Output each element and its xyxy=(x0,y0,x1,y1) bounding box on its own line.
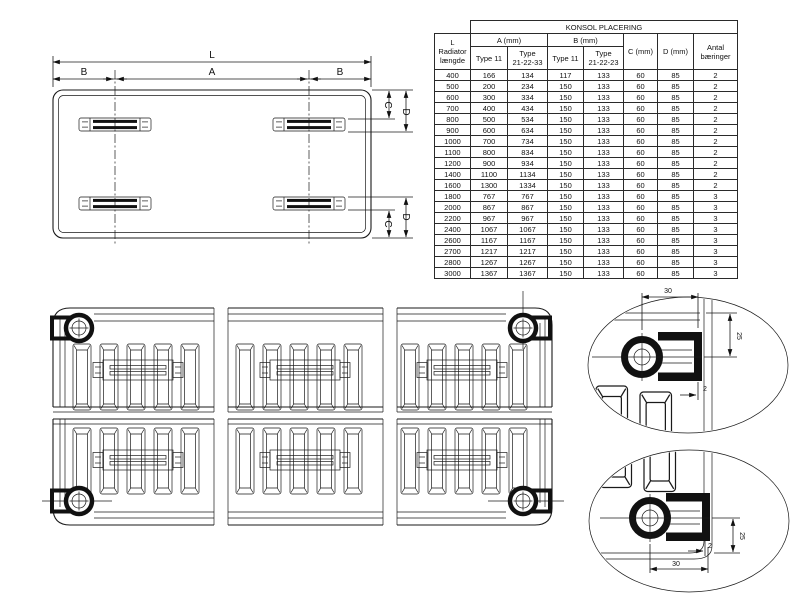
table-row xyxy=(435,257,738,268)
table-cell: 150 xyxy=(548,191,584,202)
table-row xyxy=(435,235,738,246)
table-cell: 85 xyxy=(658,202,694,213)
table-cell: 150 xyxy=(548,147,584,158)
table-cell: 166 xyxy=(471,70,508,81)
table-cell: 767 xyxy=(471,191,508,202)
table-cell: 85 xyxy=(658,81,694,92)
table-cell: 500 xyxy=(471,114,508,125)
table-cell: 3 xyxy=(694,257,738,268)
table-cell: 60 xyxy=(624,202,658,213)
col-header-length-line1: L xyxy=(450,38,455,47)
table-cell: 60 xyxy=(624,136,658,147)
table-corner-blank xyxy=(435,21,471,34)
table-cell: 133 xyxy=(584,70,624,81)
table-cell: 60 xyxy=(624,103,658,114)
table-row xyxy=(435,136,738,147)
table-cell: 133 xyxy=(584,92,624,103)
radiator-rear-panels xyxy=(42,291,564,525)
table-cell: 2 xyxy=(694,136,738,147)
table-cell: 2 xyxy=(694,103,738,114)
mounting-bracket xyxy=(260,360,350,380)
pipe-connection-boss xyxy=(52,315,92,341)
mounting-bracket xyxy=(93,360,183,380)
table-cell: 150 xyxy=(548,92,584,103)
dim-label-2-bottom: 2 xyxy=(708,543,712,550)
table-cell: 2 xyxy=(694,169,738,180)
table-cell: 867 xyxy=(508,202,548,213)
table-cell: 534 xyxy=(508,114,548,125)
subcol-a-type21 xyxy=(508,47,548,70)
table-cell: 1100 xyxy=(471,169,508,180)
table-cell: 3 xyxy=(694,224,738,235)
table-cell: 133 xyxy=(584,257,624,268)
table-cell: 150 xyxy=(548,246,584,257)
table-row xyxy=(435,114,738,125)
table-cell: 2200 xyxy=(435,213,471,224)
table-cell: 133 xyxy=(584,246,624,257)
table-cell: 2 xyxy=(694,70,738,81)
table-cell: 834 xyxy=(508,147,548,158)
table-cell: 85 xyxy=(658,268,694,279)
table-cell: 150 xyxy=(548,202,584,213)
table-cell: 150 xyxy=(548,268,584,279)
table-cell: 600 xyxy=(435,92,471,103)
table-cell: 934 xyxy=(508,158,548,169)
table-cell: 400 xyxy=(435,70,471,81)
table-cell: 600 xyxy=(471,125,508,136)
dim-label-l: L xyxy=(209,50,215,61)
table-cell: 60 xyxy=(624,268,658,279)
table-cell: 60 xyxy=(624,224,658,235)
dim-label-c-top: C xyxy=(382,101,393,109)
table-cell: 334 xyxy=(508,92,548,103)
table-cell: 150 xyxy=(548,158,584,169)
table-cell: 85 xyxy=(658,235,694,246)
mounting-bracket xyxy=(417,450,507,470)
table-cell: 150 xyxy=(548,257,584,268)
dim-label-b-right: B xyxy=(336,67,344,78)
table-cell: 734 xyxy=(508,136,548,147)
table-cell: 60 xyxy=(624,125,658,136)
table-cell: 3 xyxy=(694,235,738,246)
radiator-plan-view xyxy=(53,50,413,246)
dim-label-b-left: B xyxy=(80,67,88,78)
table-cell: 60 xyxy=(624,114,658,125)
table-cell: 85 xyxy=(658,180,694,191)
subcol-a-type11: Type 11 xyxy=(471,47,508,70)
rear-panel-middle xyxy=(228,308,383,525)
table-cell: 1267 xyxy=(508,257,548,268)
table-cell: 150 xyxy=(548,136,584,147)
table-cell: 1000 xyxy=(435,136,471,147)
table-cell: 85 xyxy=(658,213,694,224)
table-cell: 3000 xyxy=(435,268,471,279)
table-cell: 234 xyxy=(508,81,548,92)
table-cell: 150 xyxy=(548,125,584,136)
table-cell: 2 xyxy=(694,180,738,191)
table-cell: 85 xyxy=(658,158,694,169)
table-row xyxy=(435,158,738,169)
table-cell: 60 xyxy=(624,70,658,81)
dim-label-c-bottom: C xyxy=(382,220,393,228)
table-cell: 133 xyxy=(584,147,624,158)
col-header-length-line2: Radiator xyxy=(438,47,467,56)
dim-label-30-top: 30 xyxy=(664,288,672,295)
table-cell: 85 xyxy=(658,147,694,158)
table-cell: 60 xyxy=(624,213,658,224)
table-cell: 85 xyxy=(658,103,694,114)
table-row xyxy=(435,169,738,180)
table-cell: 60 xyxy=(624,191,658,202)
table-cell: 1600 xyxy=(435,180,471,191)
table-cell: 700 xyxy=(471,136,508,147)
table-cell: 967 xyxy=(471,213,508,224)
table-cell: 60 xyxy=(624,81,658,92)
table-cell: 900 xyxy=(471,158,508,169)
table-cell: 400 xyxy=(471,103,508,114)
table-row xyxy=(435,268,738,279)
rear-panel-right xyxy=(397,291,564,525)
table-cell: 800 xyxy=(471,147,508,158)
table-cell: 150 xyxy=(548,213,584,224)
dim-label-2-top: 2 xyxy=(703,386,707,393)
table-body xyxy=(435,70,738,279)
table-cell: 85 xyxy=(658,191,694,202)
subcol-b-type21 xyxy=(584,47,624,70)
rear-panel-left xyxy=(42,308,214,525)
table-cell: 60 xyxy=(624,180,658,191)
col-header-length-line3: længde xyxy=(439,56,466,65)
col-header-antal-line1: Antal xyxy=(706,42,725,52)
table-cell: 1134 xyxy=(508,169,548,180)
table-cell: 500 xyxy=(435,81,471,92)
detail-view-top xyxy=(588,288,788,508)
table-cell: 767 xyxy=(508,191,548,202)
table-cell: 1400 xyxy=(435,169,471,180)
table-cell: 2 xyxy=(694,81,738,92)
table-row xyxy=(435,92,738,103)
mounting-bracket xyxy=(417,360,507,380)
table-cell: 60 xyxy=(624,92,658,103)
table-cell: 2700 xyxy=(435,246,471,257)
col-header-b: B (mm) xyxy=(548,34,624,47)
col-header-a: A (mm) xyxy=(471,34,548,47)
table-row xyxy=(435,246,738,257)
table-cell: 1300 xyxy=(471,180,508,191)
table-cell: 85 xyxy=(658,70,694,81)
table-cell: 700 xyxy=(435,103,471,114)
dim-label-25-top: 25 xyxy=(735,332,742,340)
table-cell: 1200 xyxy=(435,158,471,169)
table-cell: 2600 xyxy=(435,235,471,246)
table-cell: 133 xyxy=(584,224,624,235)
table-cell: 434 xyxy=(508,103,548,114)
table-cell: 134 xyxy=(508,70,548,81)
konsol-placering-table xyxy=(434,20,738,279)
table-cell: 1167 xyxy=(471,235,508,246)
table-cell: 2 xyxy=(694,114,738,125)
table-cell: 60 xyxy=(624,169,658,180)
table-cell: 133 xyxy=(584,81,624,92)
table-cell: 133 xyxy=(584,158,624,169)
table-cell: 1217 xyxy=(508,246,548,257)
table-cell: 150 xyxy=(548,235,584,246)
table-cell: 867 xyxy=(471,202,508,213)
table-cell: 1367 xyxy=(471,268,508,279)
table-row xyxy=(435,180,738,191)
table-cell: 1167 xyxy=(508,235,548,246)
table-row xyxy=(435,147,738,158)
subcol-a-type21-line2: 21-22-33 xyxy=(512,58,543,67)
table-cell: 2 xyxy=(694,125,738,136)
table-cell: 800 xyxy=(435,114,471,125)
table-cell: 1217 xyxy=(471,246,508,257)
table-row xyxy=(435,224,738,235)
dimension-cd-top xyxy=(348,90,413,132)
table-cell: 200 xyxy=(471,81,508,92)
table-row xyxy=(435,213,738,224)
table-title: KONSOL PLACERING xyxy=(471,21,738,34)
table-cell: 1067 xyxy=(508,224,548,235)
col-header-antal xyxy=(694,34,738,70)
table-cell: 150 xyxy=(548,224,584,235)
table-cell: 60 xyxy=(624,147,658,158)
dim-label-a: A xyxy=(208,67,216,78)
col-header-antal-line2: bæringer xyxy=(700,51,731,61)
table-cell: 1100 xyxy=(435,147,471,158)
table-cell: 2 xyxy=(694,158,738,169)
table-cell: 85 xyxy=(658,114,694,125)
detail-view-bottom xyxy=(589,372,789,592)
table-cell: 150 xyxy=(548,103,584,114)
table-cell: 85 xyxy=(658,136,694,147)
table-cell: 133 xyxy=(584,191,624,202)
dim-label-25-bottom: 25 xyxy=(738,532,745,540)
table-cell: 133 xyxy=(584,114,624,125)
table-cell: 1067 xyxy=(471,224,508,235)
table-cell: 1267 xyxy=(471,257,508,268)
table-cell: 1367 xyxy=(508,268,548,279)
subcol-b-type11: Type 11 xyxy=(548,47,584,70)
table-cell: 2 xyxy=(694,147,738,158)
dimension-bab xyxy=(53,67,371,79)
table-cell: 1800 xyxy=(435,191,471,202)
table-row xyxy=(435,70,738,81)
table-cell: 60 xyxy=(624,257,658,268)
table-cell: 133 xyxy=(584,268,624,279)
table-row xyxy=(435,125,738,136)
table-cell: 133 xyxy=(584,213,624,224)
table-cell: 133 xyxy=(584,169,624,180)
table-cell: 3 xyxy=(694,191,738,202)
table-cell: 2 xyxy=(694,92,738,103)
table-row xyxy=(435,81,738,92)
table-cell: 150 xyxy=(548,114,584,125)
table-cell: 634 xyxy=(508,125,548,136)
table-cell: 3 xyxy=(694,268,738,279)
table-cell: 150 xyxy=(548,81,584,92)
col-header-length xyxy=(435,34,471,70)
table-cell: 3 xyxy=(694,202,738,213)
table-cell: 150 xyxy=(548,169,584,180)
table-cell: 967 xyxy=(508,213,548,224)
table-cell: 2800 xyxy=(435,257,471,268)
col-header-c: C (mm) xyxy=(624,34,658,70)
table-row xyxy=(435,103,738,114)
col-header-d: D (mm) xyxy=(658,34,694,70)
table-cell: 1334 xyxy=(508,180,548,191)
table-cell: 3 xyxy=(694,246,738,257)
table-cell: 85 xyxy=(658,257,694,268)
subcol-b-type21-line2: 21-22-23 xyxy=(588,58,619,67)
table-cell: 117 xyxy=(548,70,584,81)
table-cell: 2000 xyxy=(435,202,471,213)
table-row xyxy=(435,191,738,202)
table-cell: 85 xyxy=(658,92,694,103)
table-cell: 133 xyxy=(584,202,624,213)
subcol-a-type21-line1: Type xyxy=(519,49,536,58)
table-cell: 60 xyxy=(624,246,658,257)
table-cell: 60 xyxy=(624,158,658,169)
mounting-bracket xyxy=(260,450,350,470)
dim-label-d-bottom: D xyxy=(400,213,411,221)
table-cell: 300 xyxy=(471,92,508,103)
subcol-b-type21-line1: Type xyxy=(595,49,612,58)
dimension-cd-bottom xyxy=(348,197,413,238)
table-cell: 133 xyxy=(584,180,624,191)
table-cell: 133 xyxy=(584,136,624,147)
pipe-connection-boss xyxy=(510,315,550,341)
table-cell: 85 xyxy=(658,125,694,136)
dim-label-d-top: D xyxy=(400,108,411,116)
table-cell: 85 xyxy=(658,224,694,235)
table-cell: 2400 xyxy=(435,224,471,235)
table-cell: 133 xyxy=(584,235,624,246)
table-cell: 3 xyxy=(694,213,738,224)
table-cell: 150 xyxy=(548,180,584,191)
table-cell: 85 xyxy=(658,169,694,180)
dim-label-30-bottom: 30 xyxy=(672,561,680,568)
table-cell: 85 xyxy=(658,246,694,257)
mounting-bracket xyxy=(93,450,183,470)
table-cell: 133 xyxy=(584,125,624,136)
table-cell: 133 xyxy=(584,103,624,114)
table-row xyxy=(435,202,738,213)
table-cell: 900 xyxy=(435,125,471,136)
table-cell: 60 xyxy=(624,235,658,246)
